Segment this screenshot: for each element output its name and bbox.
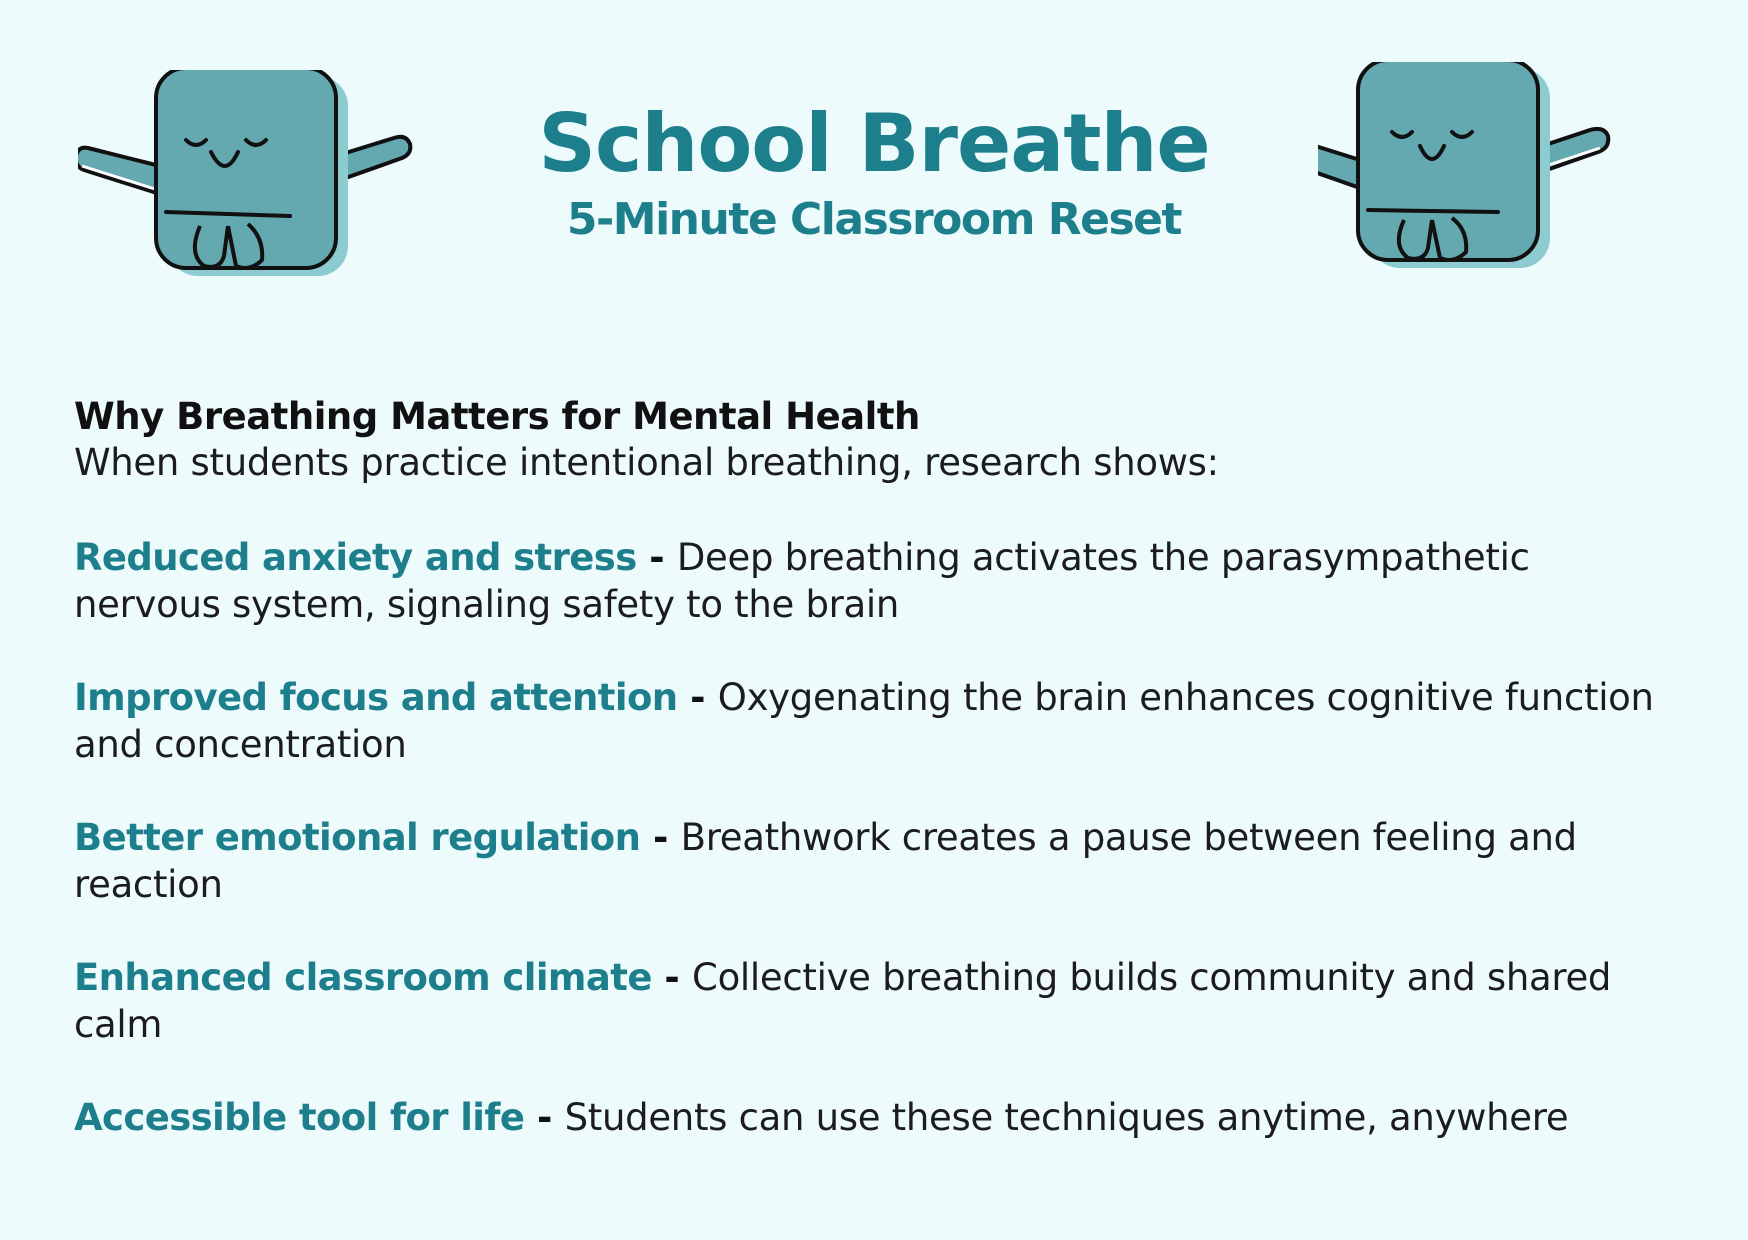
benefit-separator: - (640, 816, 681, 859)
benefit-title: Accessible tool for life (74, 1096, 525, 1139)
benefit-title: Reduced anxiety and stress (74, 536, 637, 579)
page-subtitle: 5-Minute Classroom Reset (566, 194, 1182, 245)
section-intro: When students practice intentional breathing, research shows: (74, 441, 1219, 484)
benefit-description: Students can use these techniques anytime, anywhere (564, 1096, 1569, 1139)
page-title: School Breathe (538, 97, 1210, 190)
benefit-separator: - (636, 536, 677, 579)
meditating-mascot-right-icon (1318, 62, 1678, 302)
benefit-title: Better emotional regulation (74, 816, 641, 859)
benefit-title: Improved focus and attention (74, 676, 678, 719)
benefit-separator: - (524, 1096, 565, 1139)
content-section (74, 394, 1674, 1187)
mascot-arm-left (1318, 138, 1360, 188)
benefit-description: Collective breathing builds community and shared calm (74, 956, 1612, 1046)
benefit-item-accessible-tool (74, 1094, 1674, 1141)
benefit-item-reduced-anxiety (74, 534, 1674, 628)
title-block (474, 96, 1274, 248)
section-heading: Why Breathing Matters for Mental Health (74, 395, 920, 438)
benefit-item-classroom-climate (74, 954, 1674, 1048)
benefit-description: Oxygenating the brain enhances cognitive function and concentration (74, 676, 1654, 766)
benefits-list (74, 534, 1674, 1141)
benefit-item-improved-focus (74, 674, 1674, 768)
benefit-description: Breathwork creates a pause between feeling and reaction (74, 816, 1577, 906)
benefit-description: Deep breathing activates the parasympathetic nervous system, signaling safety to the brain (74, 536, 1530, 626)
benefit-separator: - (651, 956, 693, 999)
mascot-arm-left (78, 148, 160, 194)
meditating-mascot-left-icon (78, 70, 438, 310)
benefit-item-emotional-regulation (74, 814, 1674, 908)
benefit-title: Enhanced classroom climate (74, 956, 652, 999)
benefit-separator: - (677, 676, 718, 719)
